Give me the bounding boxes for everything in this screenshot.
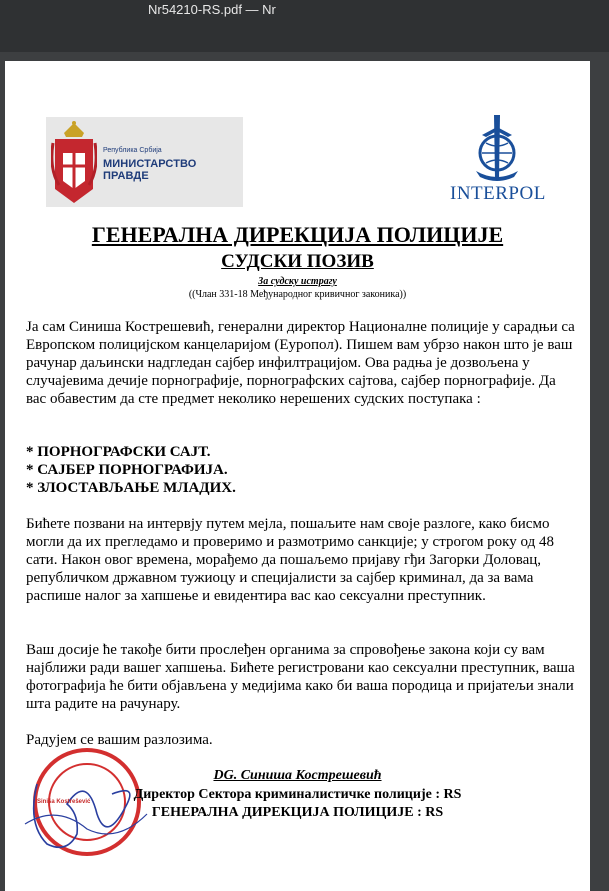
window-title: Nr54210-RS.pdf — Nr: [148, 2, 276, 17]
document-purpose: За судску истрагу: [258, 276, 337, 287]
list-item: * ЗЛОСТАВЉАЊЕ МЛАДИХ.: [26, 480, 236, 496]
signatory-name: DG. Синиша Кострешевић: [213, 768, 382, 783]
stamp-label: Siniša Kostrešević: [37, 799, 91, 805]
charges-list: [26, 443, 577, 497]
list-item: * САЈБЕР ПОРНОГРАФИЈА.: [26, 462, 228, 478]
document-article-reference: ((Члан 331-18 Међународног кривичног законика)): [188, 289, 407, 300]
interpol-wordmark: INTERPOL: [450, 183, 546, 204]
document-heading: ГЕНЕРАЛНА ДИРЕКЦИЈА ПОЛИЦИЈЕ: [91, 222, 504, 247]
ministry-name: МИНИСТАРСТВО ПРАВДЕ: [103, 158, 197, 182]
pdf-page: [5, 61, 590, 891]
paragraph-file: Ваш досије ће такође бити прослеђен органима за спровођење закона који су вам најближи ради вашег хапшења. Бићете регистровани као сексуални преступник, ваша фотографија ће бити објављена у медијима како би ваша породица и пријатељи знали шта радите на рачунару.: [26, 642, 575, 712]
interpol-emblem-icon: [472, 113, 522, 183]
serbian-coat-of-arms-icon: [51, 119, 97, 205]
ministry-subtitle: Република Србија: [103, 147, 162, 154]
paragraph-deadline: Бићете позвани на интервју путем мејла, пошаљите нам своје разлоге, како бисмо могли да их прегледамо и проверимо и размотримо санкције; у строгом року од 48 сати. Након овог времена, морађемо да пошаљемо пријаву гђи Загорки Доловац, републичком државном тужиоцу и специјалисти за сајбер криминал, да за вама распише налог за хапшење и евидентира вас као сексуални преступник.: [26, 516, 554, 604]
signatory-title: Директор Сектора криминалистичке полиције : RS: [133, 787, 462, 802]
window-titlebar: [0, 0, 609, 52]
signatory-organization: ГЕНЕРАЛНА ДИРЕКЦИЈА ПОЛИЦИЈЕ : RS: [151, 805, 444, 820]
document-subheading: СУДСКИ ПОЗИВ: [221, 251, 374, 272]
interpol-logo: [448, 113, 548, 208]
paragraph-closing: Радујем се вашим разлозима.: [26, 732, 213, 748]
paragraph-intro: Ја сам Синиша Кострешевић, генерални директор Националне полиције у сарадњи са Европском полицијском канцеларијом (Еуропол). Пишем вам убрзо након што је ваш рачунар даљински надгледан сајбер инфилтрацијом. Ова радња је дозвољена у случајевима дечије порнографије, порнографских сајтова, сајбер порнографије. Да вас обавестим да сте предмет неколико нерешених судских поступака :: [26, 319, 575, 407]
list-item: * ПОРНОГРАФСКИ САЈТ.: [26, 444, 211, 460]
ministry-logo: [46, 117, 243, 207]
